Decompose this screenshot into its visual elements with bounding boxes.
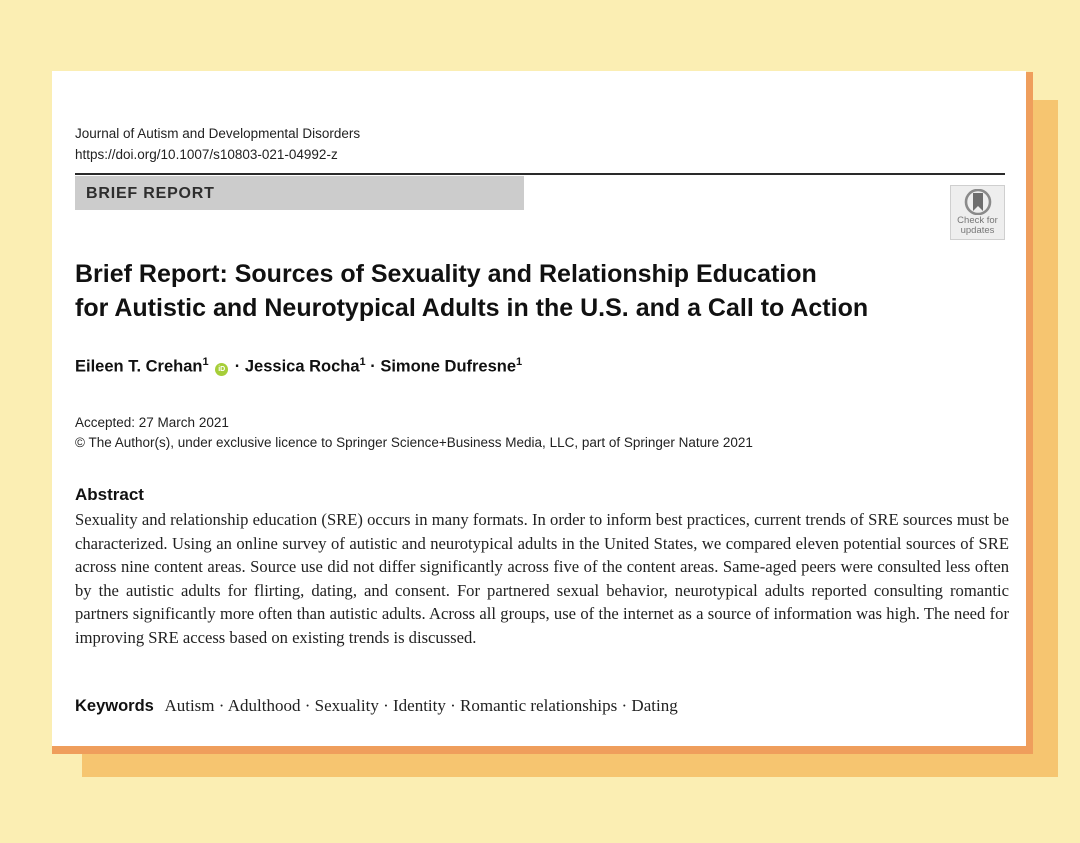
header-rule <box>75 173 1005 175</box>
author-separator: · <box>234 357 241 376</box>
author-affiliation: 1 <box>359 356 366 368</box>
publication-info <box>75 413 753 453</box>
abstract-heading: Abstract <box>75 485 144 504</box>
author-separator: · <box>370 357 376 376</box>
section-bar <box>75 176 524 210</box>
section-label: BRIEF REPORT <box>86 185 215 202</box>
author-name[interactable]: Jessica Rocha <box>244 357 360 376</box>
journal-name: Journal of Autism and Developmental Disorders <box>75 126 361 141</box>
author-affiliation: 1 <box>202 356 209 368</box>
bookmark-icon <box>964 189 992 215</box>
accepted-date: Accepted: 27 March 2021 <box>75 415 229 430</box>
journal-doi[interactable]: https://doi.org/10.1007/s10803-021-04992-z <box>75 147 338 162</box>
author-affiliation: 1 <box>516 356 523 368</box>
abstract-body: Sexuality and relationship education (SRE) occurs in many formats. In order to inform best practices, current trends of SRE sources must be characterized. Using an online survey of autistic and neurotypical adults in the United States, we compared eleven potential sources of SRE across nine content areas. Source use did not differ significantly across five of the content areas. Same-aged peers were consulted less often by the autistic adults for flirting, dating, and consent. For partnered sexual behavior, neurotypical adults reported consulting romantic partners significantly more often than autistic adults. Across all groups, use of the internet as a source of information was high. The need for improving SRE access based on existing trends is discussed. <box>75 510 1009 647</box>
orcid-icon[interactable]: iD <box>215 363 228 376</box>
title-line-1: Brief Report: Sources of Sexuality and Relationship Education <box>75 260 817 288</box>
keywords-label: Keywords <box>75 697 154 715</box>
author-name[interactable]: Simone Dufresne <box>380 357 517 376</box>
check-for-updates-label: Check for updates <box>957 215 998 236</box>
journal-header <box>75 123 360 165</box>
copyright-notice: © The Author(s), under exclusive licence to Springer Science+Business Media, LLC, part of Springer Nature 2021 <box>75 435 753 450</box>
title-line-2: for Autistic and Neurotypical Adults in the U.S. and a Call to Action <box>75 294 869 322</box>
paper-title <box>75 257 955 325</box>
keywords-values: Autism · Adulthood · Sexuality · Identity · Romantic relationships · Dating <box>164 696 678 715</box>
author-list <box>75 356 522 377</box>
paper-page <box>52 71 1026 746</box>
author-name[interactable]: Eileen T. Crehan <box>75 357 203 376</box>
check-for-updates-button[interactable] <box>950 185 1005 240</box>
keywords-line <box>75 696 678 716</box>
